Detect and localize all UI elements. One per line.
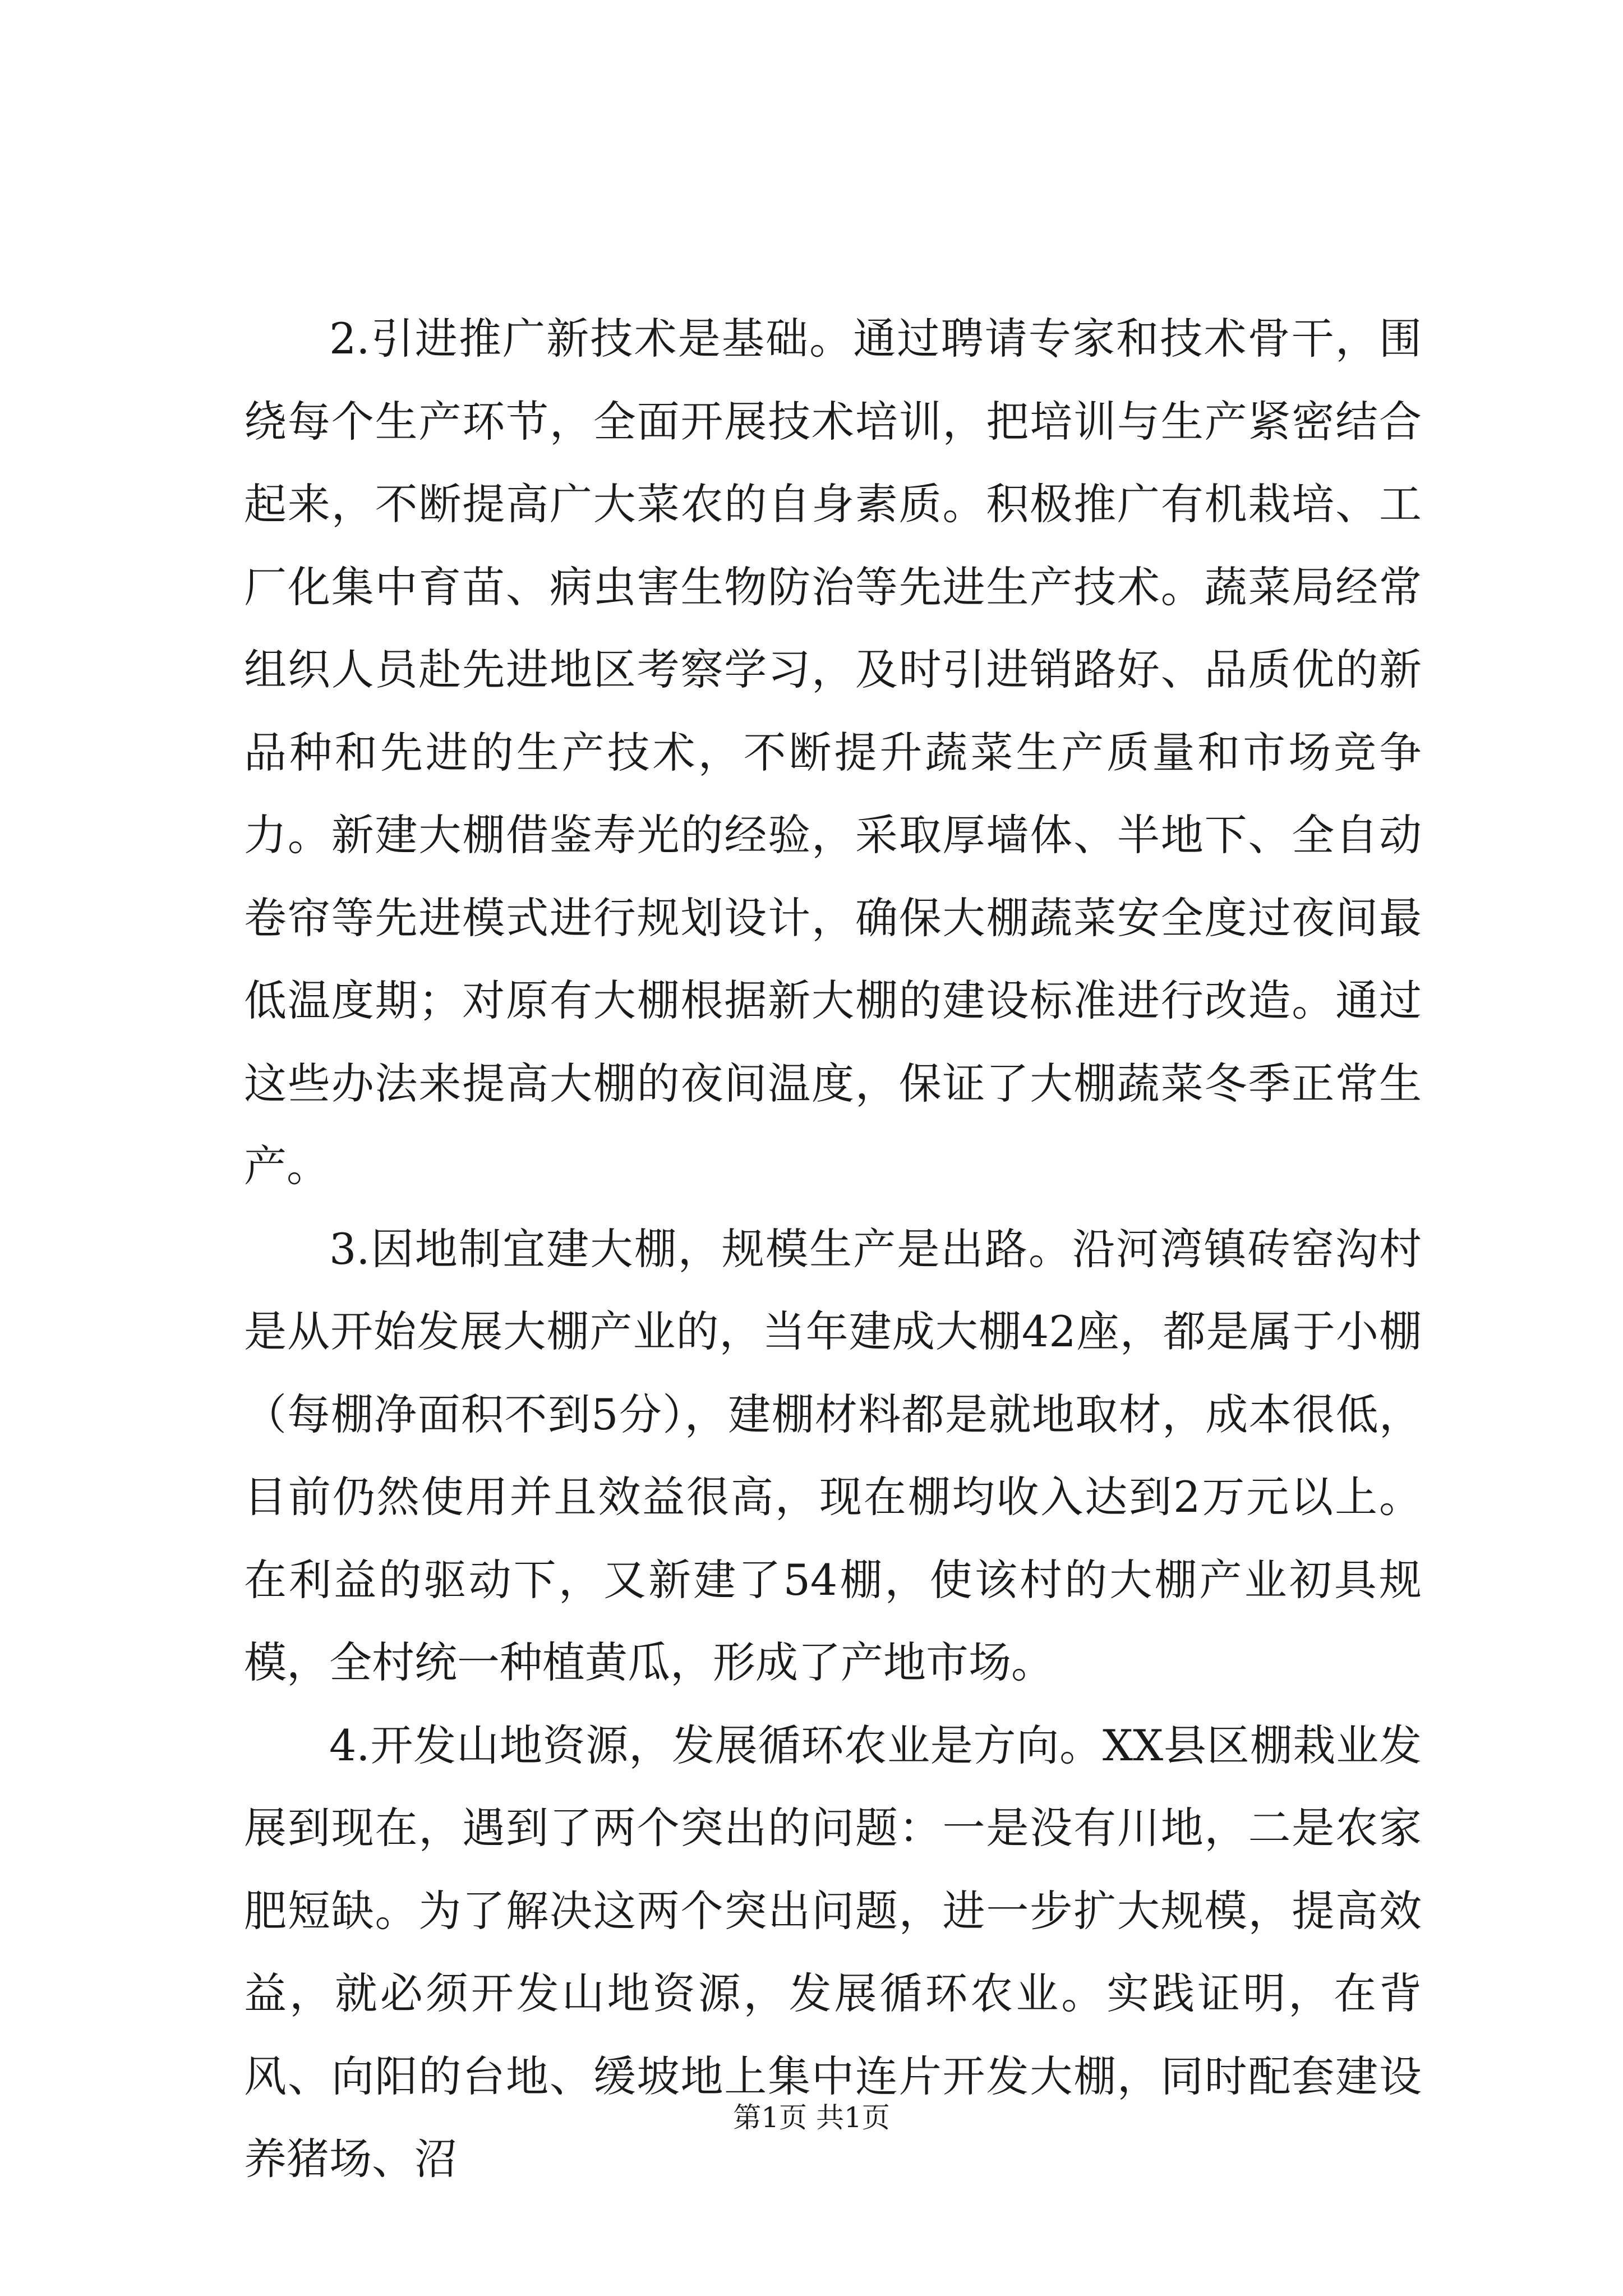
paragraph-new-technology: 2.引进推广新技术是基础。通过聘请专家和技术骨干，围绕每个生产环节，全面开展技术培训，把培训与生产紧密结合起来，不断提高广大菜农的自身素质。积极推广有机栽培、工厂化集中育苗、病虫害生物防治等先进生产技术。蔬菜局经常组织人员赴先进地区考察学习，及时引进销路好、品质优的新品种和先进的生产技术，不断提升蔬菜生产质量和市场竞争力。新建大棚借鉴寿光的经验，采取厚墙体、半地下、全自动卷帘等先进模式进行规划设计，确保大棚蔬菜安全度过夜间最低温度期；对原有大棚根据新大棚的建设标准进行改造。通过这些办法来提高大棚的夜间温度，保证了大棚蔬菜冬季正常生产。 <box>244 314 1422 1191</box>
page-footer: 第1页 共1页 <box>733 2101 890 2134</box>
document-body <box>244 297 1422 2201</box>
paragraph-mountain-resources: 4.开发山地资源，发展循环农业是方向。XX县区棚栽业发展到现在，遇到了两个突出的问题：一是没有川地，二是农家肥短缺。为了解决这两个突出问题，进一步扩大规模，提高效益，就必须开发山地资源，发展循环农业。实践证明，在背风、向阳的台地、缓坡地上集中连片开发大棚，同时配套建设养猪场、沼 <box>244 1720 1422 2184</box>
paragraph-greenhouse-scale: 3.因地制宜建大棚，规模生产是出路。沿河湾镇砖窑沟村是从开始发展大棚产业的，当年建成大棚42座，都是属于小棚（每棚净面积不到5分），建棚材料都是就地取材，成本很低，目前仍然使用并且效益很高，现在棚均收入达到2万元以上。在利益的驱动下，又新建了54棚，使该村的大棚产业初具规模，全村统一种植黄瓜，形成了产地市场。 <box>244 1223 1422 1687</box>
